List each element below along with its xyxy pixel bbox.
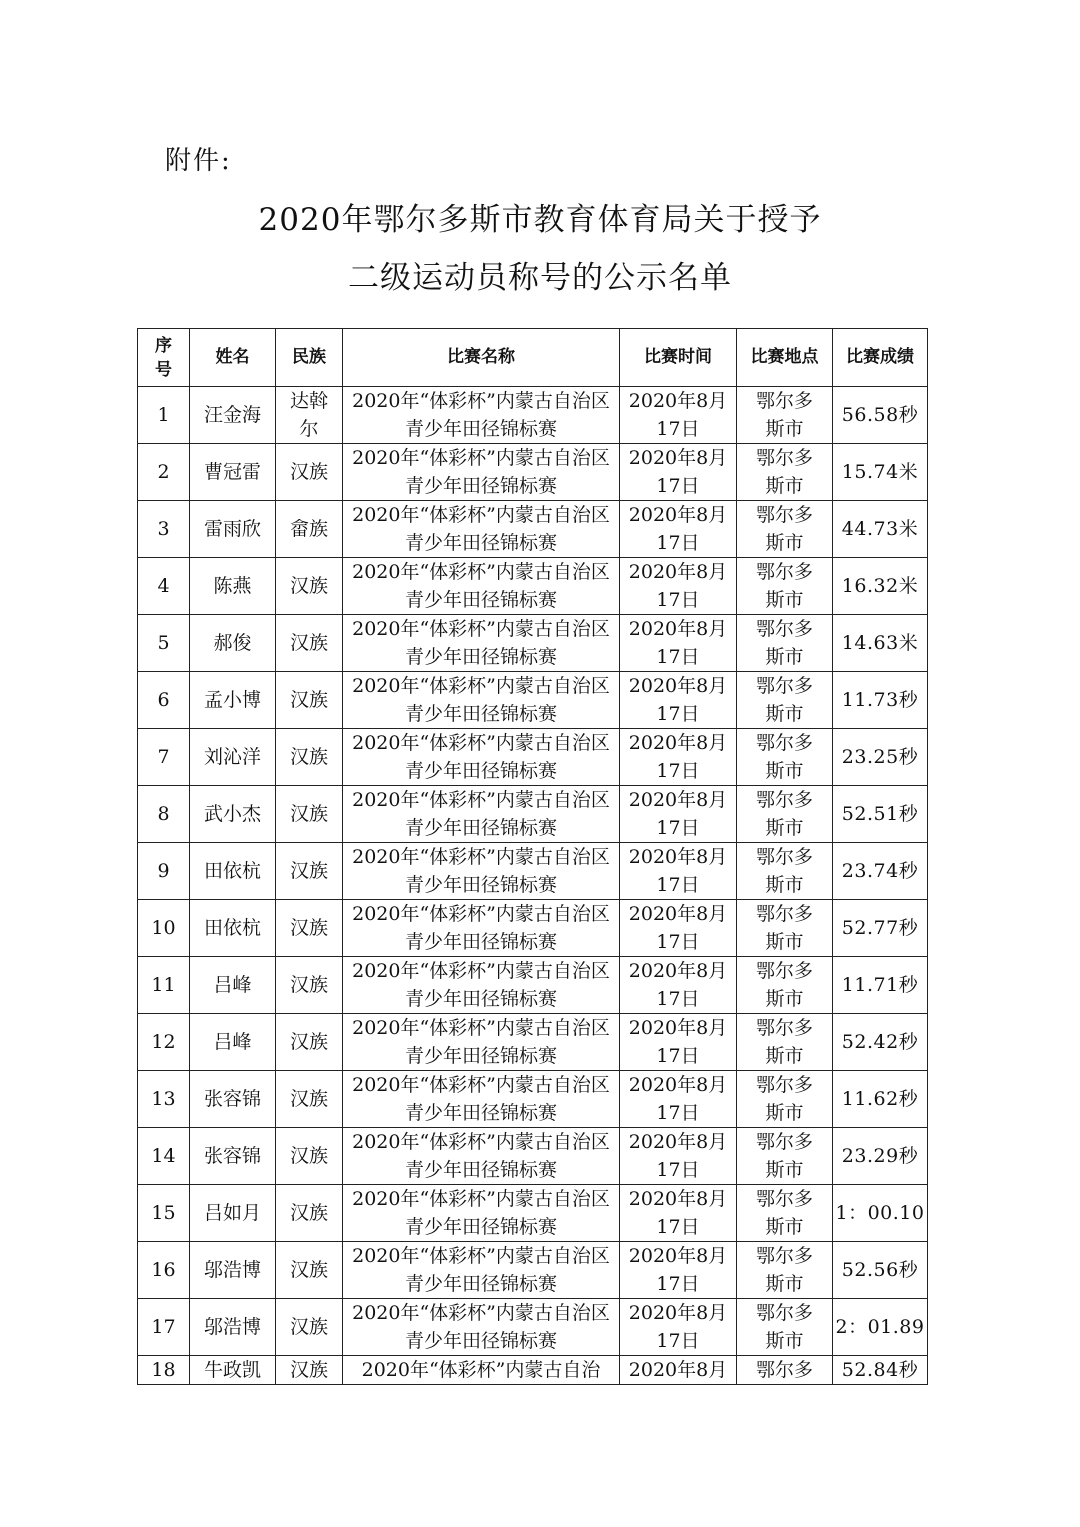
cell-venue: 鄂尔多斯市: [737, 1185, 833, 1242]
table-row: [138, 729, 928, 786]
cell-event: 2020年“体彩杯”内蒙古自治区青少年田径锦标赛: [343, 1185, 620, 1242]
cell-venue: 鄂尔多斯市: [737, 900, 833, 957]
cell-date: 2020年8月17日: [620, 1185, 737, 1242]
cell-event: 2020年“体彩杯”内蒙古自治区青少年田径锦标赛: [343, 444, 620, 501]
cell-date: 2020年8月17日: [620, 1014, 737, 1071]
cell-name: 雷雨欣: [190, 501, 276, 558]
cell-result: 11.71秒: [833, 957, 928, 1014]
cell-event: 2020年“体彩杯”内蒙古自治区青少年田径锦标赛: [343, 1014, 620, 1071]
cell-no: 6: [138, 672, 190, 729]
cell-result: 23.74秒: [833, 843, 928, 900]
cell-result: 11.73秒: [833, 672, 928, 729]
header-name: 姓名: [190, 329, 276, 387]
cell-event: 2020年“体彩杯”内蒙古自治: [343, 1356, 620, 1385]
cell-no: 11: [138, 957, 190, 1014]
cell-venue: 鄂尔多斯市: [737, 957, 833, 1014]
table-row: [138, 1014, 928, 1071]
cell-venue: 鄂尔多斯市: [737, 387, 833, 444]
cell-name: 田依杭: [190, 843, 276, 900]
cell-venue: 鄂尔多斯市: [737, 615, 833, 672]
table-row: [138, 1242, 928, 1299]
cell-venue: 鄂尔多斯市: [737, 843, 833, 900]
table-row: [138, 1128, 928, 1185]
table-header-row: [138, 329, 928, 387]
cell-date: 2020年8月17日: [620, 1242, 737, 1299]
cell-venue: 鄂尔多斯市: [737, 786, 833, 843]
cell-ethnicity: 汉族: [276, 444, 343, 501]
cell-venue: 鄂尔多斯市: [737, 1299, 833, 1356]
cell-date: 2020年8月17日: [620, 729, 737, 786]
table-body: [138, 387, 928, 1385]
cell-result: 52.51秒: [833, 786, 928, 843]
cell-name: 张容锦: [190, 1128, 276, 1185]
cell-event: 2020年“体彩杯”内蒙古自治区青少年田径锦标赛: [343, 1128, 620, 1185]
cell-venue: 鄂尔多斯市: [737, 558, 833, 615]
cell-ethnicity: 汉族: [276, 558, 343, 615]
cell-no: 4: [138, 558, 190, 615]
cell-event: 2020年“体彩杯”内蒙古自治区青少年田径锦标赛: [343, 786, 620, 843]
cell-name: 吕如月: [190, 1185, 276, 1242]
cell-ethnicity: 汉族: [276, 729, 343, 786]
cell-event: 2020年“体彩杯”内蒙古自治区青少年田径锦标赛: [343, 900, 620, 957]
cell-date: 2020年8月17日: [620, 843, 737, 900]
cell-name: 邬浩博: [190, 1299, 276, 1356]
cell-date: 2020年8月17日: [620, 900, 737, 957]
attachment-label: 附件:: [165, 146, 232, 176]
cell-name: 邬浩博: [190, 1242, 276, 1299]
table-row: [138, 1356, 928, 1385]
cell-result: 15.74米: [833, 444, 928, 501]
cell-result: 44.73米: [833, 501, 928, 558]
cell-no: 13: [138, 1071, 190, 1128]
cell-no: 9: [138, 843, 190, 900]
cell-ethnicity: 汉族: [276, 1071, 343, 1128]
cell-name: 陈燕: [190, 558, 276, 615]
cell-venue: 鄂尔多斯市: [737, 1128, 833, 1185]
cell-ethnicity: 汉族: [276, 843, 343, 900]
cell-event: 2020年“体彩杯”内蒙古自治区青少年田径锦标赛: [343, 672, 620, 729]
cell-result: 52.77秒: [833, 900, 928, 957]
cell-ethnicity: 汉族: [276, 900, 343, 957]
cell-ethnicity: 达斡尔: [276, 387, 343, 444]
cell-result: 14.63米: [833, 615, 928, 672]
cell-result: 11.62秒: [833, 1071, 928, 1128]
cell-ethnicity: 汉族: [276, 957, 343, 1014]
document-title-line2: 二级运动员称号的公示名单: [348, 260, 732, 296]
cell-date: 2020年8月17日: [620, 387, 737, 444]
table-row: [138, 1071, 928, 1128]
header-venue: 比赛地点: [737, 329, 833, 387]
cell-event: 2020年“体彩杯”内蒙古自治区青少年田径锦标赛: [343, 1071, 620, 1128]
cell-date: 2020年8月17日: [620, 615, 737, 672]
cell-date: 2020年8月17日: [620, 444, 737, 501]
header-no: 序号: [138, 329, 190, 387]
cell-date: 2020年8月17日: [620, 957, 737, 1014]
cell-name: 汪金海: [190, 387, 276, 444]
cell-event: 2020年“体彩杯”内蒙古自治区青少年田径锦标赛: [343, 615, 620, 672]
table-row: [138, 1185, 928, 1242]
cell-date: 2020年8月17日: [620, 558, 737, 615]
table-row: [138, 615, 928, 672]
cell-date: 2020年8月: [620, 1356, 737, 1385]
cell-venue: 鄂尔多斯市: [737, 1242, 833, 1299]
cell-ethnicity: 汉族: [276, 786, 343, 843]
cell-name: 武小杰: [190, 786, 276, 843]
cell-venue: 鄂尔多: [737, 1356, 833, 1385]
cell-event: 2020年“体彩杯”内蒙古自治区青少年田径锦标赛: [343, 558, 620, 615]
cell-date: 2020年8月17日: [620, 1128, 737, 1185]
cell-date: 2020年8月17日: [620, 1071, 737, 1128]
table-row: [138, 843, 928, 900]
cell-event: 2020年“体彩杯”内蒙古自治区青少年田径锦标赛: [343, 1242, 620, 1299]
cell-event: 2020年“体彩杯”内蒙古自治区青少年田径锦标赛: [343, 1299, 620, 1356]
cell-no: 16: [138, 1242, 190, 1299]
cell-ethnicity: 汉族: [276, 1185, 343, 1242]
document-title-line1: 2020年鄂尔多斯市教育体育局关于授予: [258, 202, 822, 238]
cell-no: 15: [138, 1185, 190, 1242]
cell-venue: 鄂尔多斯市: [737, 501, 833, 558]
cell-no: 14: [138, 1128, 190, 1185]
table-row: [138, 957, 928, 1014]
cell-no: 3: [138, 501, 190, 558]
cell-name: 郝俊: [190, 615, 276, 672]
cell-ethnicity: 汉族: [276, 1014, 343, 1071]
cell-date: 2020年8月17日: [620, 786, 737, 843]
cell-event: 2020年“体彩杯”内蒙古自治区青少年田径锦标赛: [343, 729, 620, 786]
cell-result: 56.58秒: [833, 387, 928, 444]
table-row: [138, 501, 928, 558]
cell-venue: 鄂尔多斯市: [737, 1071, 833, 1128]
cell-name: 孟小博: [190, 672, 276, 729]
table-row: [138, 786, 928, 843]
cell-ethnicity: 汉族: [276, 1128, 343, 1185]
table-row: [138, 387, 928, 444]
table-row: [138, 558, 928, 615]
cell-no: 1: [138, 387, 190, 444]
cell-ethnicity: 汉族: [276, 1356, 343, 1385]
cell-name: 田依杭: [190, 900, 276, 957]
cell-ethnicity: 汉族: [276, 1299, 343, 1356]
cell-result: 23.29秒: [833, 1128, 928, 1185]
header-ethnicity: 民族: [276, 329, 343, 387]
cell-result: 1：00.10: [833, 1185, 928, 1242]
cell-no: 8: [138, 786, 190, 843]
cell-name: 吕峰: [190, 957, 276, 1014]
cell-venue: 鄂尔多斯市: [737, 729, 833, 786]
header-date: 比赛时间: [620, 329, 737, 387]
cell-result: 16.32米: [833, 558, 928, 615]
cell-venue: 鄂尔多斯市: [737, 444, 833, 501]
cell-venue: 鄂尔多斯市: [737, 1014, 833, 1071]
cell-date: 2020年8月17日: [620, 672, 737, 729]
cell-no: 5: [138, 615, 190, 672]
table-row: [138, 1299, 928, 1356]
cell-result: 2：01.89: [833, 1299, 928, 1356]
cell-venue: 鄂尔多斯市: [737, 672, 833, 729]
header-event: 比赛名称: [343, 329, 620, 387]
cell-name: 曹冠雷: [190, 444, 276, 501]
cell-no: 2: [138, 444, 190, 501]
table-row: [138, 672, 928, 729]
cell-result: 52.84秒: [833, 1356, 928, 1385]
cell-ethnicity: 汉族: [276, 672, 343, 729]
cell-name: 牛政凯: [190, 1356, 276, 1385]
cell-result: 52.42秒: [833, 1014, 928, 1071]
table-row: [138, 900, 928, 957]
cell-event: 2020年“体彩杯”内蒙古自治区青少年田径锦标赛: [343, 387, 620, 444]
cell-ethnicity: 畲族: [276, 501, 343, 558]
cell-name: 刘沁洋: [190, 729, 276, 786]
cell-no: 17: [138, 1299, 190, 1356]
cell-event: 2020年“体彩杯”内蒙古自治区青少年田径锦标赛: [343, 843, 620, 900]
cell-no: 7: [138, 729, 190, 786]
cell-name: 吕峰: [190, 1014, 276, 1071]
athlete-roster-table: [137, 328, 928, 1385]
cell-no: 10: [138, 900, 190, 957]
cell-date: 2020年8月17日: [620, 1299, 737, 1356]
cell-event: 2020年“体彩杯”内蒙古自治区青少年田径锦标赛: [343, 501, 620, 558]
cell-result: 23.25秒: [833, 729, 928, 786]
cell-name: 张容锦: [190, 1071, 276, 1128]
cell-ethnicity: 汉族: [276, 615, 343, 672]
header-result: 比赛成绩: [833, 329, 928, 387]
cell-event: 2020年“体彩杯”内蒙古自治区青少年田径锦标赛: [343, 957, 620, 1014]
cell-date: 2020年8月17日: [620, 501, 737, 558]
cell-no: 12: [138, 1014, 190, 1071]
cell-result: 52.56秒: [833, 1242, 928, 1299]
cell-no: 18: [138, 1356, 190, 1385]
table-row: [138, 444, 928, 501]
cell-ethnicity: 汉族: [276, 1242, 343, 1299]
